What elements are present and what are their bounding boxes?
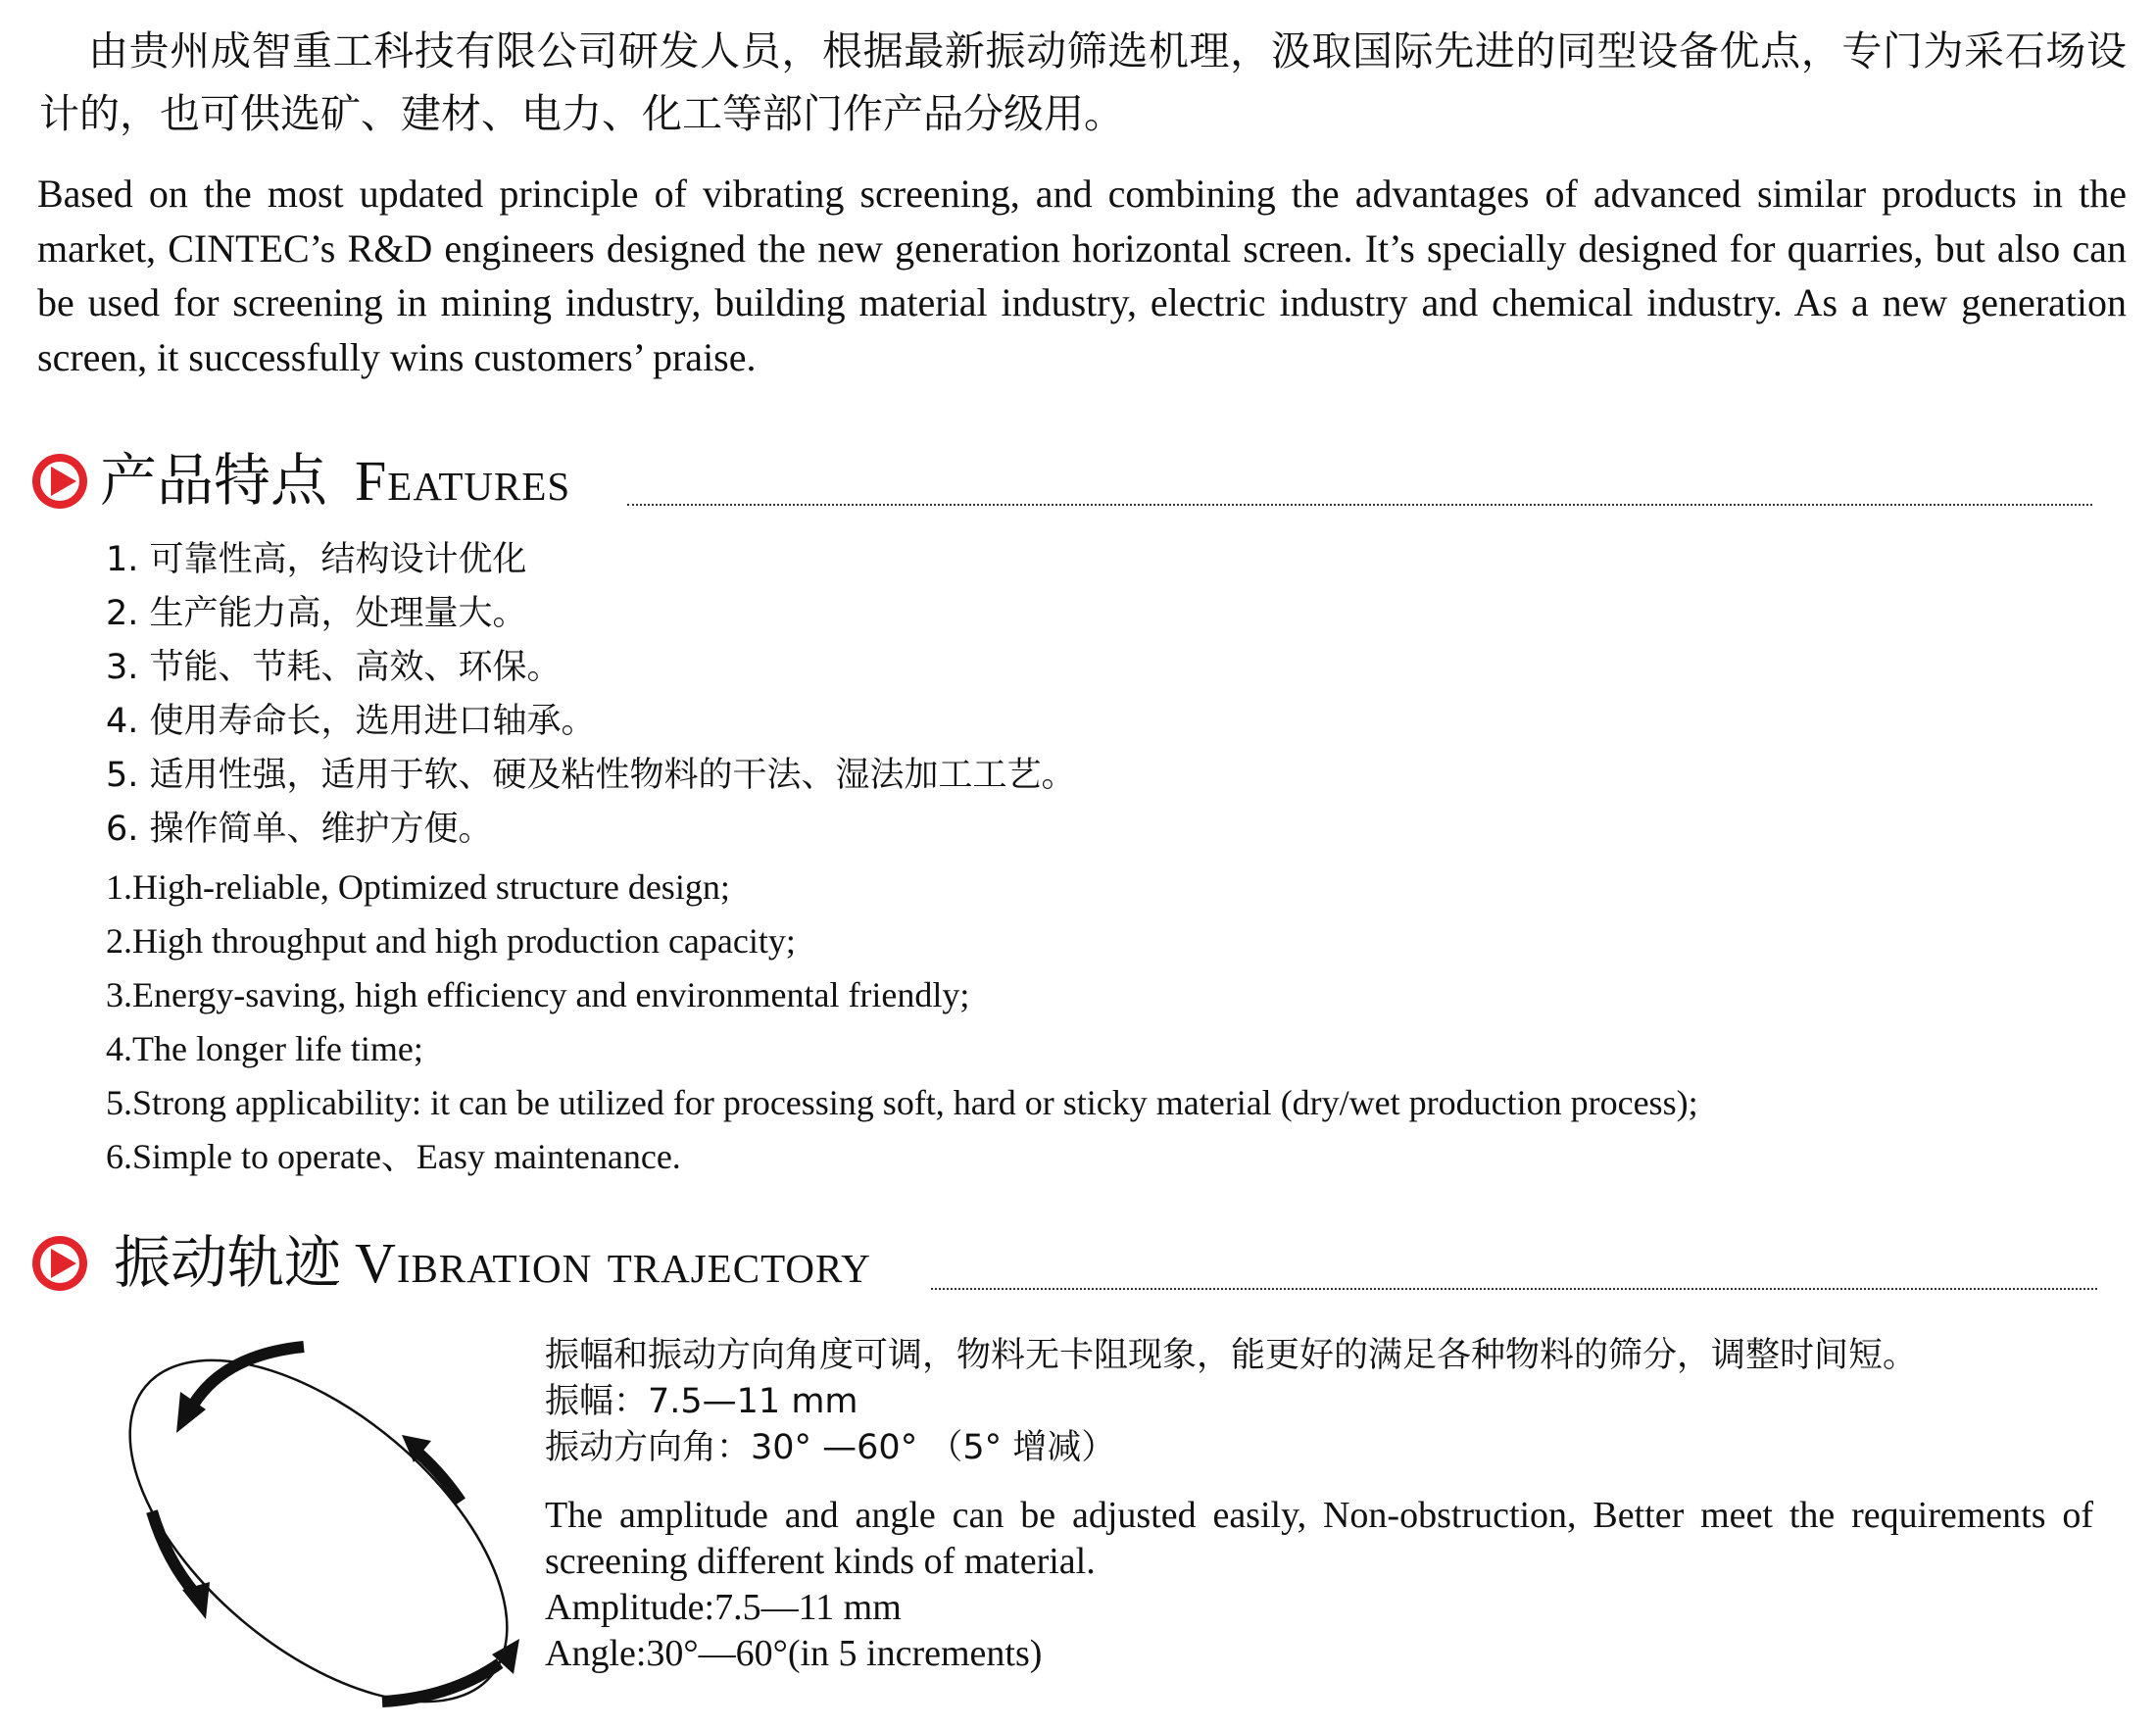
intro-chinese-paragraph: 由贵州成智重工科技有限公司研发人员，根据最新振动筛选机理，汲取国际先进的同型设备优点，专门为采石场设计的，也可供选矿、建材、电力、化工等部门作产品分级用。 — [39, 27, 2127, 137]
trajectory-angle-zh: 振动方向角：30° —60° （5° 增减） — [545, 1428, 1116, 1467]
feature-item-en: 3.Energy-saving, high efficiency and environmental friendly; — [106, 975, 970, 1014]
features-title — [100, 443, 570, 518]
feature-item-zh: 3. 节能、节耗、高效、环保。 — [106, 648, 562, 687]
trajectory-desc-zh: 振幅和振动方向角度可调，物料无卡阻现象，能更好的满足各种物料的筛分，调整时间短。 — [545, 1336, 1918, 1375]
feature-item-zh: 1. 可靠性高，结构设计优化 — [106, 540, 527, 579]
trajectory-title — [114, 1225, 871, 1301]
features-list-en — [106, 861, 1698, 1184]
features-section-header — [29, 443, 2078, 521]
features-title-zh: 产品特点 — [100, 447, 328, 514]
play-circle-icon — [29, 1233, 90, 1294]
trajectory-title-zh: 振动轨迹 — [114, 1229, 342, 1296]
trajectory-divider — [931, 1288, 2097, 1290]
trajectory-description — [545, 1333, 2093, 1677]
features-divider — [627, 504, 2092, 506]
elliptical-trajectory-diagram — [108, 1325, 549, 1717]
features-title-en: Features — [355, 449, 571, 513]
features-list-zh — [106, 533, 1076, 857]
feature-item-en: 4.The longer life time; — [106, 1029, 423, 1068]
feature-item-en: 6.Simple to operate、Easy maintenance. — [106, 1137, 681, 1176]
trajectory-amplitude-zh: 振幅：7.5—11 mm — [545, 1382, 858, 1421]
feature-item-en: 2.High throughput and high production capacity; — [106, 921, 796, 961]
feature-item-en: 5.Strong applicability: it can be utilized for processing soft, hard or sticky material (dry/wet production process); — [106, 1083, 1698, 1122]
trajectory-angle-en: Angle:30°—60°(in 5 increments) — [545, 1633, 1043, 1674]
trajectory-title-en: Vibration trajectory — [355, 1231, 871, 1295]
feature-item-zh: 6. 操作简单、维护方便。 — [106, 810, 493, 849]
feature-item-zh: 4. 使用寿命长，选用进口轴承。 — [106, 702, 596, 741]
feature-item-zh: 2. 生产能力高，处理量大。 — [106, 594, 527, 633]
trajectory-desc-en: The amplitude and angle can be adjusted easily, Non-obstruction, Better meet the requirements of screening different kinds of material. — [545, 1495, 2093, 1582]
feature-item-en: 1.High-reliable, Optimized structure design; — [106, 867, 730, 907]
play-circle-icon — [29, 451, 90, 512]
trajectory-section-header — [29, 1225, 2078, 1304]
intro-english-paragraph: Based on the most updated principle of vibrating screening, and combining the advantages of advanced similar products in the market, CINTEC’s R&D engineers designed the new generation horizontal screen. It’s specially designed for quarries, but also can be used for screening in mining industry, building material industry, electric industry and chemical industry. As a new generation screen, it successfully wins customers’ praise. — [37, 172, 2127, 379]
trajectory-amplitude-en: Amplitude:7.5—11 mm — [545, 1587, 902, 1628]
feature-item-zh: 5. 适用性强，适用于软、硬及粘性物料的干法、湿法加工工艺。 — [106, 756, 1076, 795]
